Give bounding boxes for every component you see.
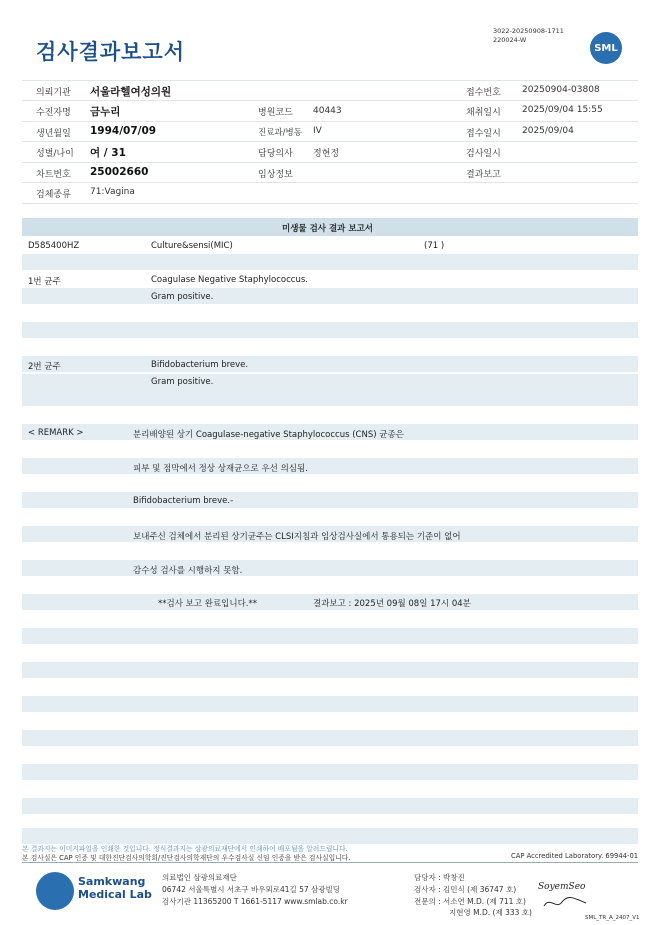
remark-line-4: 보내주신 검체에서 분리된 상기균주는 CLSI지침과 임상검사실에서 통용되는 기준이 없어	[133, 532, 461, 542]
org-contact: 검사기관 11365200 T 1661-5117 www.smlab.co.kr	[162, 897, 348, 906]
lab-name	[78, 875, 152, 901]
sml-logo-icon: SML	[590, 32, 622, 64]
test-code: D585400HZ	[28, 241, 80, 251]
hospital-label: 의뢰기관	[36, 88, 71, 98]
test-name: Culture&sensi(MIC)	[151, 241, 233, 251]
lab-name-line1: Samkwang	[78, 875, 146, 888]
receipt-date-value: 2025/09/04	[522, 126, 574, 136]
isolate-2-name: Bifidobacterium breve.	[151, 360, 249, 370]
remark-line-2: 피부 및 점막에서 정상 상재균으로 우선 의심됨.	[133, 464, 308, 474]
remark-label: < REMARK >	[28, 428, 84, 438]
collect-value: 2025/09/04 15:55	[522, 105, 603, 115]
document-id-line1: 3022-20250908-1711	[493, 27, 564, 35]
isolate-2-label: 2번 균주	[28, 362, 61, 372]
name-value: 금누리	[90, 106, 121, 118]
hospital-code-label: 병원코드	[258, 108, 293, 118]
notice-line-1: 본 결과지는 이미지파일을 인쇄한 것입니다. 정식결과지는 삼광의료재단에서 인쇄하여 배포됨을 알려드립니다.	[22, 845, 348, 853]
remark-line-1: 분리배양된 상기 Coagulase-negative Staphylococcus (CNS) 균종은	[133, 430, 404, 440]
signature-scribble	[540, 894, 590, 912]
doctor-label: 담당의사	[258, 149, 293, 159]
cap-accreditation: CAP Accredited Laboratory. 69944-01	[511, 852, 639, 860]
report-label: 결과보고	[466, 170, 501, 180]
name-label: 수진자명	[36, 108, 71, 118]
section-title: 미생물 검사 결과 보고서	[282, 224, 373, 234]
sex-age-value: 여 / 31	[90, 147, 126, 159]
org-address: 06742 서울특별시 서초구 바우뫼로41길 57 삼광빌딩	[162, 885, 341, 894]
signature-seoyeon: SoyemSeo	[538, 882, 586, 892]
org-name: 의료법인 삼광의료재단	[162, 873, 237, 882]
collect-label: 채취일시	[466, 108, 501, 118]
sml-footer-logo-icon	[36, 872, 74, 910]
lab-name-line2: Medical Lab	[78, 888, 152, 901]
test-ref: (71 )	[424, 241, 445, 251]
receipt-no-label: 접수번호	[466, 88, 501, 98]
receipt-no-value: 20250904-03808	[522, 85, 600, 95]
receipt-date-label: 접수일시	[466, 129, 501, 139]
chart-value: 25002660	[90, 166, 149, 178]
isolate-2-gram: Gram positive.	[151, 377, 214, 387]
tester: 검사자 : 김민식 (제 36747 호)	[414, 885, 517, 894]
chart-label: 차트번호	[36, 170, 71, 180]
sex-age-label: 성별/나이	[36, 149, 74, 159]
dept-label: 진료과/병동	[258, 128, 302, 138]
isolate-1-gram: Gram positive.	[151, 292, 214, 302]
expert-2: 지현영 M.D. (제 333 호)	[449, 908, 532, 917]
dob-label: 생년월일	[36, 129, 71, 139]
test-date-label: 검사일시	[466, 149, 501, 159]
report-time: 결과보고 : 2025년 09월 08일 17시 04분	[313, 599, 471, 609]
report-complete: **검사 보고 완료입니다.**	[158, 599, 258, 609]
remark-line-5: 감수성 검사를 시행하지 못함.	[133, 566, 243, 576]
specimen-label: 검체종류	[36, 190, 71, 200]
doctor-value: 정현정	[313, 149, 340, 159]
dob-value: 1994/07/09	[90, 125, 157, 137]
hospital-code-value: 40443	[313, 106, 342, 116]
clinical-label: 임상정보	[258, 170, 293, 180]
form-code: SML_TR_A_2407_V1	[585, 915, 640, 921]
manager: 담당자 : 박창진	[414, 873, 465, 882]
isolate-1-label: 1번 균주	[28, 277, 61, 287]
isolate-1-name: Coagulase Negative Staphylococcus.	[151, 275, 308, 285]
dept-value: IV	[313, 126, 322, 136]
notice-line-2: 본 검사실은 CAP 인증 및 대한진단검사의학회/진단검사의학재단의 우수검사실 신임 인증을 받은 검사실입니다.	[22, 854, 351, 862]
specimen-value: 71:Vagina	[90, 187, 135, 197]
document-id-line2: 220024-W	[493, 36, 527, 44]
hospital-value: 서울라헬여성의원	[90, 86, 172, 98]
remark-line-3: Bifidobacterium breve.-	[133, 496, 234, 506]
document-id	[493, 27, 564, 45]
page-title: 검사결과보고서	[36, 40, 186, 64]
expert-1: 전문의 : 서소연 M.D. (제 711 호)	[414, 897, 526, 906]
